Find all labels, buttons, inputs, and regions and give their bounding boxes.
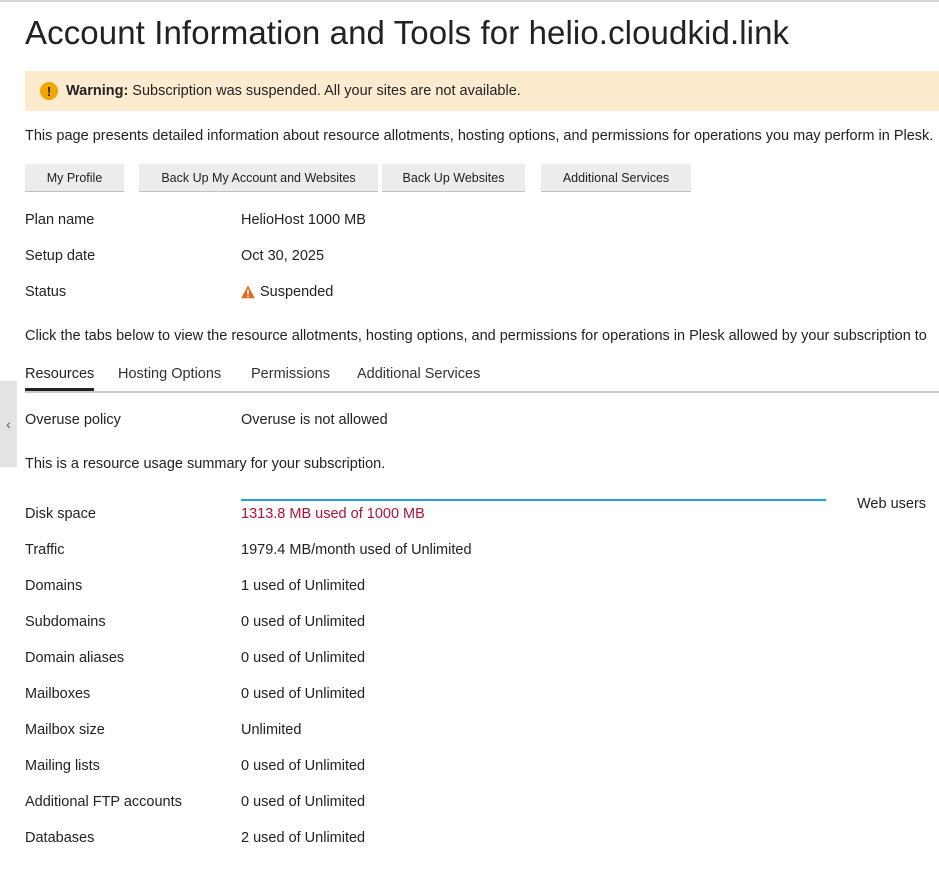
disk-usage-fill: [241, 499, 826, 501]
warning-text: Subscription was suspended. All your sites are not available.: [132, 83, 521, 99]
summary-text: This is a resource usage summary for your subscription.: [25, 456, 386, 472]
mailing-lists-value: 0 used of Unlimited: [241, 758, 366, 774]
domains-label: Domains: [25, 578, 83, 594]
setup-label: Setup date: [25, 248, 96, 264]
databases-value: 2 used of Unlimited: [241, 830, 366, 846]
top-border: [0, 0, 939, 2]
disk-usage-bar: [241, 499, 826, 501]
warning-banner: [25, 71, 939, 111]
backup-websites-button[interactable]: Back Up Websites: [382, 164, 525, 192]
disk-label: Disk space: [25, 506, 96, 522]
chevron-left-icon: ‹: [6, 416, 11, 432]
traffic-label: Traffic: [25, 542, 65, 558]
status-value: [241, 284, 333, 300]
traffic-value: 1979.4 MB/month used of Unlimited: [241, 542, 472, 558]
tab-additional-services[interactable]: Additional Services: [357, 366, 481, 382]
mailboxes-label: Mailboxes: [25, 686, 91, 702]
warning-triangle-icon: [241, 285, 255, 299]
mailbox-size-value: Unlimited: [241, 722, 302, 738]
tab-resources[interactable]: Resources: [25, 366, 94, 391]
aliases-label: Domain aliases: [25, 650, 125, 666]
disk-value: 1313.8 MB used of 1000 MB: [241, 506, 425, 522]
subdomains-label: Subdomains: [25, 614, 106, 630]
mailboxes-value: 0 used of Unlimited: [241, 686, 366, 702]
web-users-label: Web users: [857, 496, 927, 512]
tab-permissions[interactable]: Permissions: [251, 366, 330, 382]
aliases-value: 0 used of Unlimited: [241, 650, 366, 666]
overuse-value: Overuse is not allowed: [241, 412, 388, 428]
mailing-lists-label: Mailing lists: [25, 758, 100, 774]
backup-account-button[interactable]: Back Up My Account and Websites: [139, 164, 378, 192]
page-title: Account Information and Tools for helio.cloudkid.link: [25, 14, 790, 51]
overuse-label: Overuse policy: [25, 412, 121, 428]
intro-text: This page presents detailed information about resource allotments, hosting options, and permissions for operations you may perform in Plesk.: [25, 128, 934, 144]
status-label: Status: [25, 284, 67, 300]
sidebar-toggle[interactable]: [0, 381, 17, 467]
ftp-label: Additional FTP accounts: [25, 794, 182, 810]
additional-services-button[interactable]: Additional Services: [541, 164, 691, 192]
plan-value: HelioHost 1000 MB: [241, 212, 366, 228]
ftp-value: 0 used of Unlimited: [241, 794, 366, 810]
setup-value: Oct 30, 2025: [241, 248, 325, 264]
status-text: Suspended: [260, 284, 334, 300]
domains-value: 1 used of Unlimited: [241, 578, 366, 594]
tab-hosting-options[interactable]: Hosting Options: [118, 366, 222, 382]
plan-label: Plan name: [25, 212, 95, 228]
mailbox-size-label: Mailbox size: [25, 722, 105, 738]
databases-label: Databases: [25, 830, 95, 846]
exclamation-icon: !: [40, 82, 58, 100]
my-profile-button[interactable]: My Profile: [25, 164, 124, 192]
subdomains-value: 0 used of Unlimited: [241, 614, 366, 630]
tabs-description: Click the tabs below to view the resource allotments, hosting options, and permissions for operations in Plesk allowed by your subscription to: [25, 328, 927, 344]
tab-bar: [25, 366, 939, 393]
warning-label: Warning:: [66, 83, 129, 99]
